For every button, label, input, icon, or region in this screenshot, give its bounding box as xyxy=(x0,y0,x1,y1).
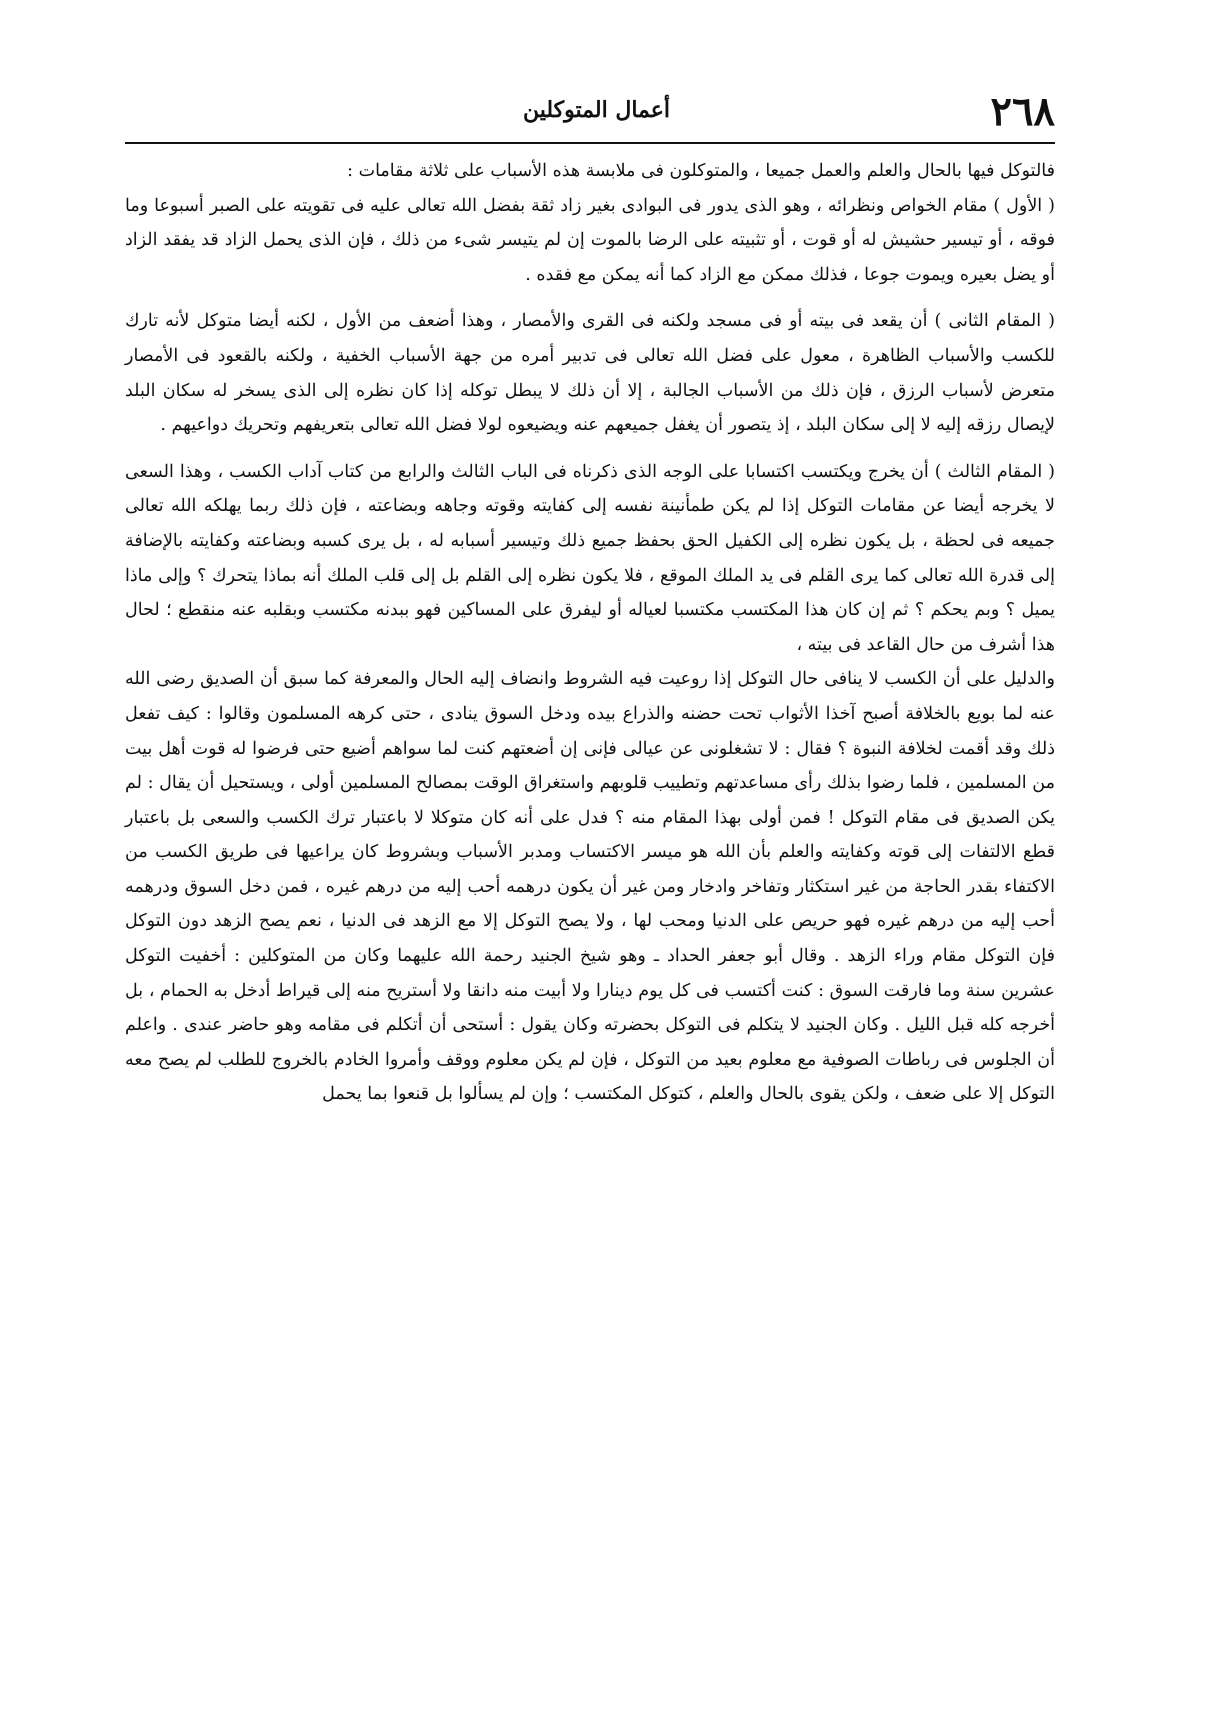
body-text xyxy=(125,154,1055,1112)
paragraph-third-station: ( المقام الثالث ) أن يخرج ويكتسب اكتسابا على الوجه الذى ذكرناه فى الباب الثالث والرابع من كتاب آداب الكسب ، وهذا السعى لا يخرجه أيضا عن مقامات التوكل إذا لم يكن طمأنينة نفسه إلى كفايته وقوته وجاهه وبضاعته ، فإن ذلك ربما يهلكه الله تعالى جميعه فى لحظة ، بل يكون نظره إلى الكفيل الحق بحفظ جميع ذلك وتيسير أسبابه له ، بل يرى كسبه وبضاعته وكفايته بالإضافة إلى قدرة الله تعالى كما يرى القلم فى يد الملك الموقع ، فلا يكون نظره إلى القلم بل إلى قلب الملك أنه بماذا يتحرك ؟ وإلى ماذا يميل ؟ وبم يحكم ؟ ثم إن كان هذا المكتسب مكتسبا لعياله أو ليفرق على المساكين فهو ببدنه مكتسب وبقلبه عنه منقطع ؛ لحال هذا أشرف من حال القاعد فى بيته ، xyxy=(125,461,1055,655)
paragraph-evidence: والدليل على أن الكسب لا ينافى حال التوكل إذا روعيت فيه الشروط وانضاف إليه الحال والمعرفة كما سبق أن الصديق رضى الله عنه لما بويع بالخلافة أصبح آخذا الأثواب تحت حضنه والذراع بيده ودخل السوق ينادى ، حتى كرهه المسلمون وقالوا : كيف تفعل ذلك وقد أقمت لخلافة النبوة ؟ فقال : لا تشغلونى عن عيالى فإنى إن أضعتهم كنت لما سواهم أضيع حتى فرضوا له قوت أهل بيت من المسلمين ، فلما رضوا بذلك رأى مساعدتهم وتطييب قلوبهم واستغراق الوقت بمصالح المسلمين أولى ، ويستحيل أن يقال : لم يكن الصديق فى مقام التوكل ! فمن أولى بهذا المقام منه ؟ فدل على أنه كان متوكلا لا باعتبار ترك الكسب والسعى بل باعتبار قطع الالتفات إلى قوته وكفايته والعلم بأن الله هو ميسر الاكتساب ومدبر الأسباب وبشروط كان يراعيها فى طريق الكسب من الاكتفاء بقدر الحاجة من غير استكثار وتفاخر وادخار ومن غير أن يكون درهمه أحب إليه من درهم غيره ، فمن دخل السوق ودرهمه أحب إليه من درهم غيره فهو حريص على الدنيا ومحب لها ، ولا يصح التوكل إلا مع الزهد فى الدنيا ، نعم يصح الزهد دون التوكل فإن التوكل مقام وراء الزهد . وقال أبو جعفر الحداد ـ وهو شيخ الجنيد رحمة الله عليهما وكان من المتوكلين : أخفيت التوكل عشرين سنة وما فارقت السوق : كنت أكتسب فى كل يوم دينارا ولا أبيت منه دانقا ولا أستريح منه إلى قيراط أدخل به الحمام ، بل أخرجه كله قبل الليل . وكان الجنيد لا يتكلم فى التوكل بحضرته وكان يقول : أستحى أن أتكلم فى مقامه وهو حاضر عندى . واعلم أن الجلوس فى رباطات الصوفية مع معلوم بعيد من التوكل ، فإن لم يكن معلوم ووقف وأمروا الخادم بالخروج للطلب لم يصح معه التوكل إلا على ضعف ، ولكن يقوى بالحال والعلم ، كتوكل المكتسب ؛ وإن لم يسألوا بل قنعوا بما يحمل xyxy=(125,669,1055,1105)
book-page xyxy=(125,82,1055,1682)
paragraph-first-station: ( الأول ) مقام الخواص ونظرائه ، وهو الذى يدور فى البوادى بغير زاد ثقة بفضل الله تعالى عليه فى تقويته على الصبر أسبوعا وما فوقه ، أو تيسير حشيش له أو قوت ، أو تثبيته على الرضا بالموت إن لم يتيسر شىء من ذلك ، فإن الذى يحمل الزاد قد يفقد الزاد أو يضل بعيره ويموت جوعا ، فذلك ممكن مع الزاد كما أنه يمكن مع فقده . xyxy=(125,195,1055,285)
page-number: ٢٦٨ xyxy=(990,88,1055,135)
page-header xyxy=(125,82,1055,142)
paragraph-intro: فالتوكل فيها بالحال والعلم والعمل جميعا ، والمتوكلون فى ملابسة هذه الأسباب على ثلاثة مقامات : xyxy=(347,161,1055,181)
paragraph-second-station: ( المقام الثانى ) أن يقعد فى بيته أو فى مسجد ولكنه فى القرى والأمصار ، وهذا أضعف من الأول ، لكنه أيضا متوكل لأنه تارك للكسب والأسباب الظاهرة ، معول على فضل الله تعالى فى تدبير أمره من جهة الأسباب الخفية ، ولكنه بالقعود فى الأمصار متعرض لأسباب الرزق ، فإن ذلك من الأسباب الجالبة ، إلا أن ذلك لا يبطل توكله إذا كان نظره إلى الذى يسخر له سكان البلد لإيصال رزقه إليه لا إلى سكان البلد ، إذ يتصور أن يغفل جميعهم عنه ويضيعوه لولا فضل الله تعالى بتعريفهم وتحريك دواعيهم . xyxy=(125,311,1055,436)
running-title: أعمال المتوكلين xyxy=(523,97,670,123)
header-rule xyxy=(125,142,1055,144)
